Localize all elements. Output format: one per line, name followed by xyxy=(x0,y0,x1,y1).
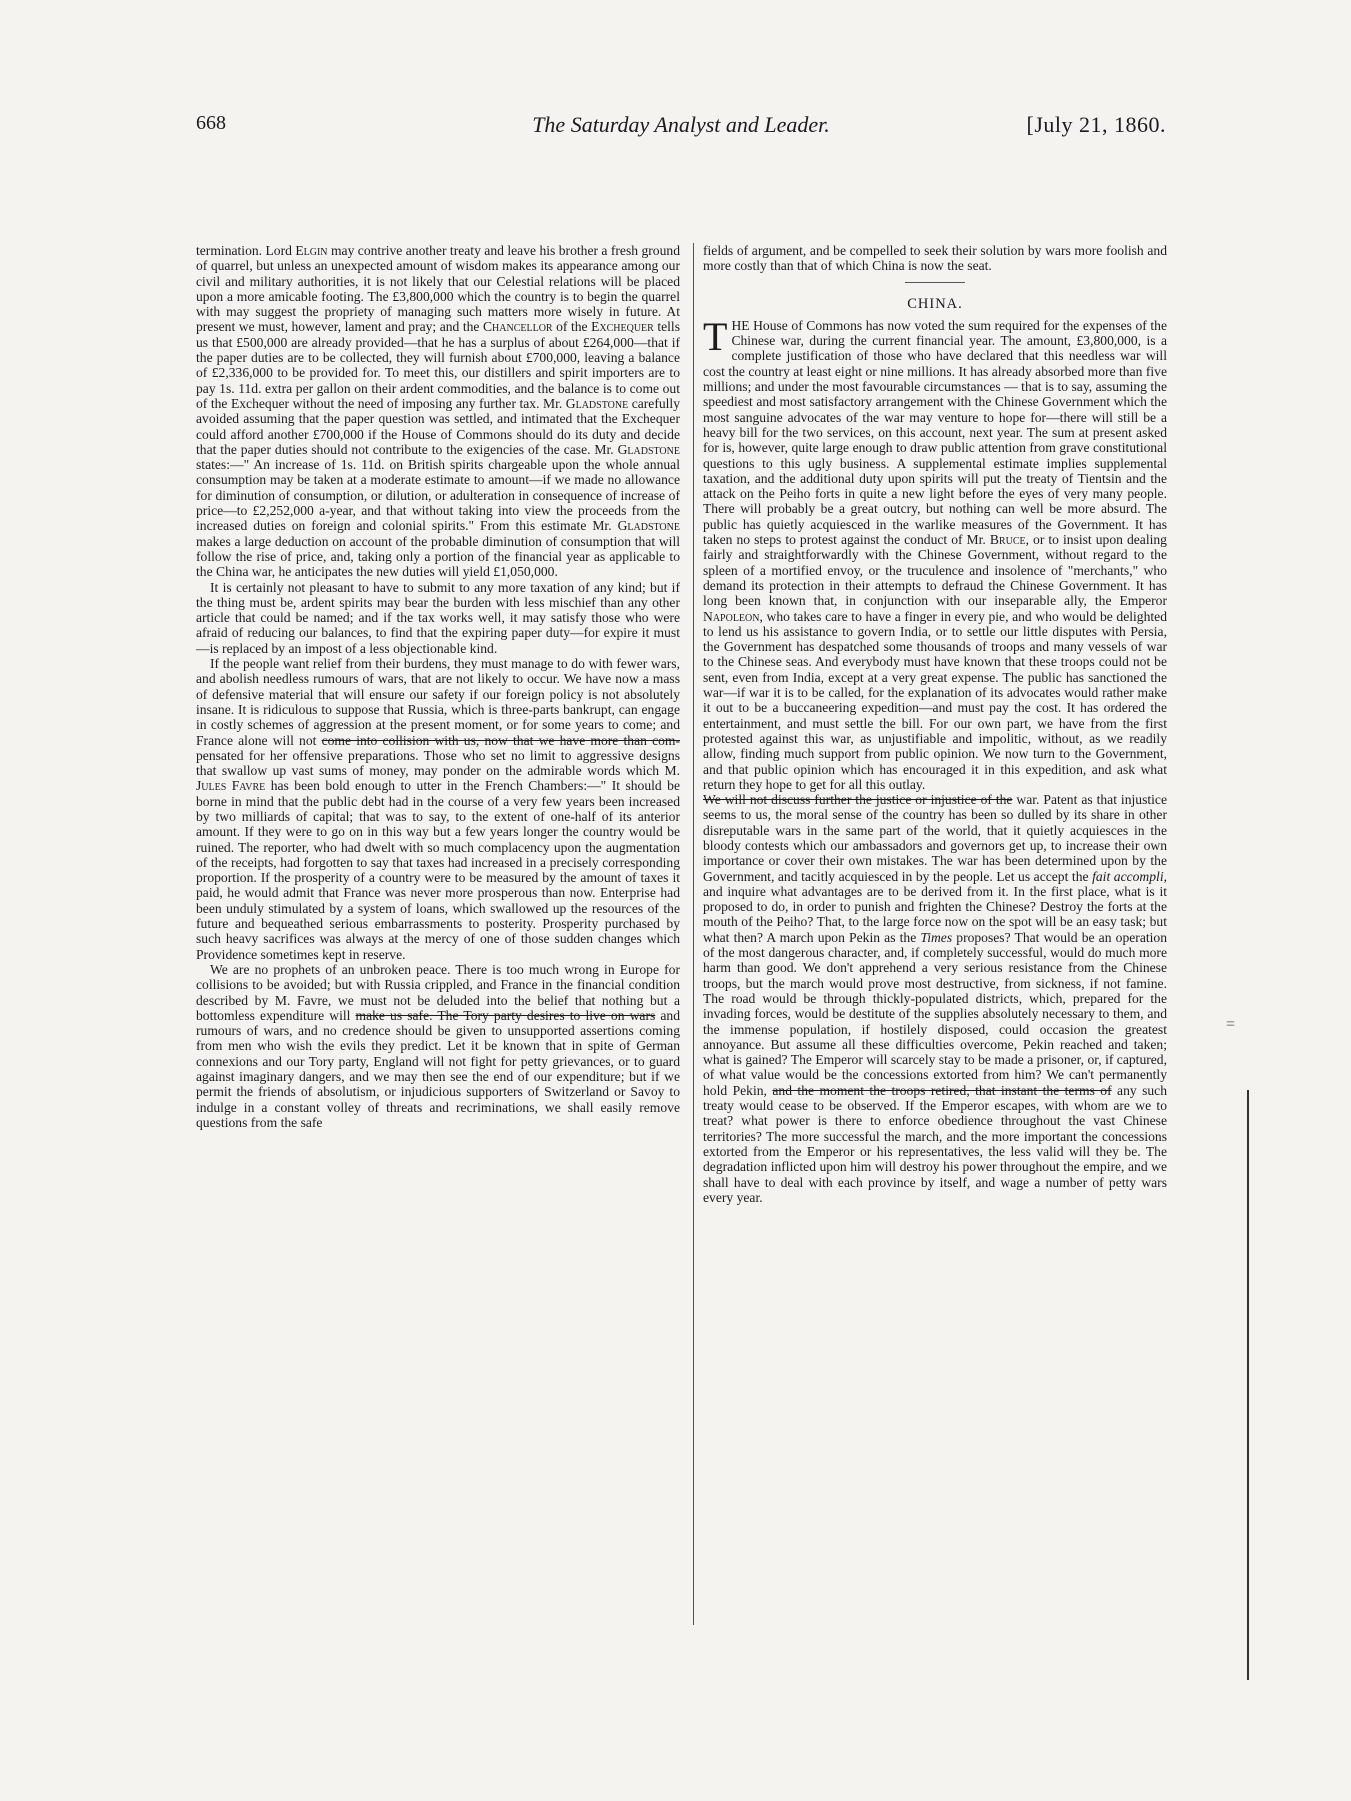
paragraph-peace: We are no prophets of an unbroken peace. There is too much wrong in Europe for collisions to be avoided; but with Russia crippled, and France in the financial condition described by M. Favre, we must not be deluded into the belief that nothing but a bottomless expenditure will make us safe. The Tory party desires to live on wars and rumours of wars, and no credence should be given to unsupported assertions coming from men who wish the evils they predict. Let it be known that in spite of German connexions and our Tory party, England will not fight for petty grievances, or to guard against imaginary dangers, and we may then see the end of our expenditure; but if we permit the friends of absolutism, or injudicious supporters of Switzerland or Savoy to indulge in a constant volley of threats and recriminations, we shall easily remove questions from the safe xyxy=(196,961,681,1130)
paragraph-finance: termination. Lord Elgin may contrive another treaty and leave his brother a fresh ground of quarrel, but unless an unexpected amount of wisdom makes its appearance among our civil and military authorities, it is not likely that our Celestial relations will be placed upon a more amicable footing. The £3,800,000 which the country is to begin the quarrel with may suggest the propriety of managing such matters more wisely in future. At present we must, however, lament and pray; and the Chancellor of the Exchequer tells us that £500,000 are already provided—that he has a surplus of about £264,000—that if the paper duties are to be collected, they will furnish about £700,000, leaving a balance of £2,336,000 to be provided for. To meet this, our distillers and spirit importers are to pay 1s. 11d. extra per gallon on their ardent commodities, and the balance is to come out of the Exchequer without the need of imposing any further tax. Mr. Gladstone carefully avoided assuming that the paper question was settled, and intimated that the Exchequer could afford another £700,000 if the House of Commons should do its duty and decide that the paper duties should not contribute to the exigencies of the case. Mr. Gladstone states:—" An increase of 1s. 11d. on British spirits chargeable upon the whole annual consumption may be taken at a moderate estimate to amount—if we made no allowance for diminution of consumption, or dilution, or adulteration in consequence of increase of price—to £2,252,000 a-year, and that without taking into view the proceeds from the increased duties on foreign and colonial spirits." From this estimate Mr. Gladstone makes a large deduction on account of the probable diminution of consumption that will follow the rise of price, and, taking only a portion of the financial year as applicable to the China war, he anticipates the new duties will yield £1,050,000. xyxy=(196,243,680,580)
struck-line: make us safe. The Tory party desires to live on wars xyxy=(355,1007,656,1023)
paragraph-war: We will not discuss further the justice or injustice of the war. Patent as that injustice seems to us, the moral sense of the country has been so dulled by its share in other disreputable wars in the same part of the world, that it quietly acquiesces in the bloody contests which our ambassadors and governors get up, to increase their own importance or cover their own mistakes. The war has been determined upon by the Government, and tacitly acquiesced in by the people. Let us accept the fait accompli, and inquire what advantages are to be derived from it. In the first place, what is it proposed to do, in order to punish and frighten the Chinese? Destroy the forts at the mouth of the Peiho? That, to the large force now on the spot will be an easy task; but what then? A march upon Pekin as the Times proposes? That would be an operation of the most dangerous character, and, if completely successful, would do much more harm than good. We don't apprehend a very serious resistance from the Chinese troops, but the march would prove most destructive, from sickness, if not famine. The road would be through thickly-populated districts, which, prepared for the invading forces, would be destitute of the supplies absolutely necessary to them, and the immense population, if hostilely disposed, could occasion the greatest annoyance. But assume all these difficulties overcome, Pekin reached and taken; what is gained? The Emperor will scarcely stay to be made a prisoner, or, if captured, of what value would be the concessions extorted from him? We can't permanently hold Pekin, and the moment the troops retired, that instant the terms of any such treaty would cease to be observed. If the Emperor escapes, with whom are we to treat? what power is there to enforce obedience throughout the vast Chinese territories? The more successful the march, and the more important the concessions extorted from the Emperor or his representatives, the less valid will they be. The degradation inflicted upon him will destroy his power throughout the empire, and we shall have to deal with each province by itself, and wage a number of petty wars every year. xyxy=(703,792,1168,1205)
name-bruce: Bruce xyxy=(989,532,1026,548)
drop-cap: T xyxy=(703,313,728,359)
right-column xyxy=(703,243,1167,1205)
publication-title: The Saturday Analyst and Leader. xyxy=(532,112,830,137)
issue-date: [July 21, 1860. xyxy=(1026,112,1166,137)
name-gladstone: Gladstone xyxy=(617,441,680,457)
column-divider xyxy=(693,243,694,1625)
paragraph-intro: fields of argument, and be compelled to seek their solution by wars more foolish and more costly than that of which China is now the seat. xyxy=(703,243,1167,274)
italic-fait-accompli: fait accompli xyxy=(1092,868,1164,884)
section-rule xyxy=(905,282,965,283)
italic-times: Times xyxy=(920,929,953,945)
paragraph-china: THE House of Commons has now voted the sum required for the expenses of the Chinese war, during the current financial year. The amount, £3,800,000, is a complete justification of those who have declared that this needless war will cost the country at least eight or nine millions. It has already absorbed more than five millions; and under the most favourable circumstances — that is to say, assuming the speediest and most satisfactory arrangement with the Chinese Government which the most sanguine advocates of the war may venture to hope for—there will still be a heavy bill for the two services, on this account, next year. The sum at present asked for is, however, quite large enough to draw public attention from grave constitutional questions to this ugly business. A supplemental estimate implies supplemental taxation, and the additional duty upon spirits will put the treaty of Tientsin and the attack on the Peiho forts in quite a new light before the eyes of very many people. There will probably be a great outcry, but nothing can well be more absurd. The public has quietly acquiesced in the warlike measures of the Government. It has taken no steps to protest against the conduct of Mr. Bruce, or to insist upon dealing fairly and straightforwardly with the Chinese Government, without regard to the spleen of a mortified envoy, or the truculence and insolence of "merchants," who demand its protection in their attempts to defraud the Chinese Government. It has long been known that, in conjunction with our inseparable ally, the Emperor Napoleon, who takes care to have a finger in every pie, and who would be delighted to lend us his assistance to govern India, or to settle our little disputes with Persia, the Government has despatched some thousands of troops and many vessels of war to the Chinese seas. And everybody must have known that these troops could not be sent, even from India, except at a very great expense. The public has sanctioned the war—if war it is to be called, for the explanation of its advocates would rather make it out to be a buccaneering expedition—and must pay the cost. It has ordered the entertainment, and must settle the bill. For our own part, we have from the first protested against this war, as unjustifiable and impolitic, without, as we readily allow, finding much support from public opinion. We now turn to the Government, and that public opinion which has encouraged it in this expedition, and ask what return they hope to get for all this outlay. xyxy=(703,313,1167,792)
paragraph-relief: If the people want relief from their burdens, they must manage to do with fewer wars, and abolish needless rumours of wars, that are not likely to occur. We have now a mass of defensive material that will ensure our safety if our foreign policy is not absolutely insane. It is ridiculous to suppose that Russia, which is three-parts bankrupt, can engage in costly schemes of aggression at the present moment, or for some years to come; and France alone will not come into collision with us, now that we have more than com-pensated for her offensive preparations. Those who set no limit to aggressive designs that swallow up vast sums of money, may ponder on the admirable words which M. Jules Favre has been bold enough to utter in the French Chambers:—" It should be borne in mind that the public debt had in the course of a very few years been increased by two milliards of capital; that was to say, to the extent of one-half of its anterior amount. If they were to go on in this way but a few years longer the country would be ruined. The reporter, who had dwelt with so much complacency upon the augmentation of the receipts, had forgotten to say that taxes had increased in a precisely corresponding proportion. If the prosperity of a country were to be measured by the amount of taxes it paid, he would admit that France was never more prosperous than now. Enterprise had been unduly stimulated by a system of loans, which swallowed up the resources of the future and bequeathed serious embarrassments to posterity. Prosperity purchased by such heavy sacrifices was always at the mercy of one of those sudden changes which Providence sometimes kept in reserve. xyxy=(196,656,680,962)
margin-mark: = xyxy=(1226,1016,1236,1033)
page-number: 668 xyxy=(196,112,226,134)
edge-rule xyxy=(1247,1090,1249,1680)
name-chancellor: Chancellor xyxy=(482,319,553,335)
name-gladstone: Gladstone xyxy=(617,518,680,534)
name-exchequer: Exchequer xyxy=(591,319,654,335)
left-column xyxy=(196,243,680,1130)
paragraph-taxation: It is certainly not pleasant to have to submit to any more taxation of any kind; but if the thing must be, ardent spirits may bear the burden with less mischief than any other article that could be named; and if the tax works well, it may satisfy those who were afraid of reducing our balances, to find that the expiring paper duty—for expire it must—is replaced by an impost of a less objectionable kind. xyxy=(196,579,680,656)
page-header xyxy=(196,112,1166,142)
struck-line: We will not discuss further the justice or injustice of the xyxy=(703,792,1013,808)
struck-line: and the moment the troops retired, that instant the terms of xyxy=(772,1082,1112,1098)
struck-line: come into collision with us, now that we have more than com- xyxy=(321,732,680,748)
name-elgin: Elgin xyxy=(295,243,328,258)
section-title: CHINA. xyxy=(907,295,963,312)
name-napoleon: Napoleon xyxy=(703,608,760,624)
name-gladstone: Gladstone xyxy=(565,395,629,411)
name-jules-favre: Jules Favre xyxy=(196,778,266,794)
